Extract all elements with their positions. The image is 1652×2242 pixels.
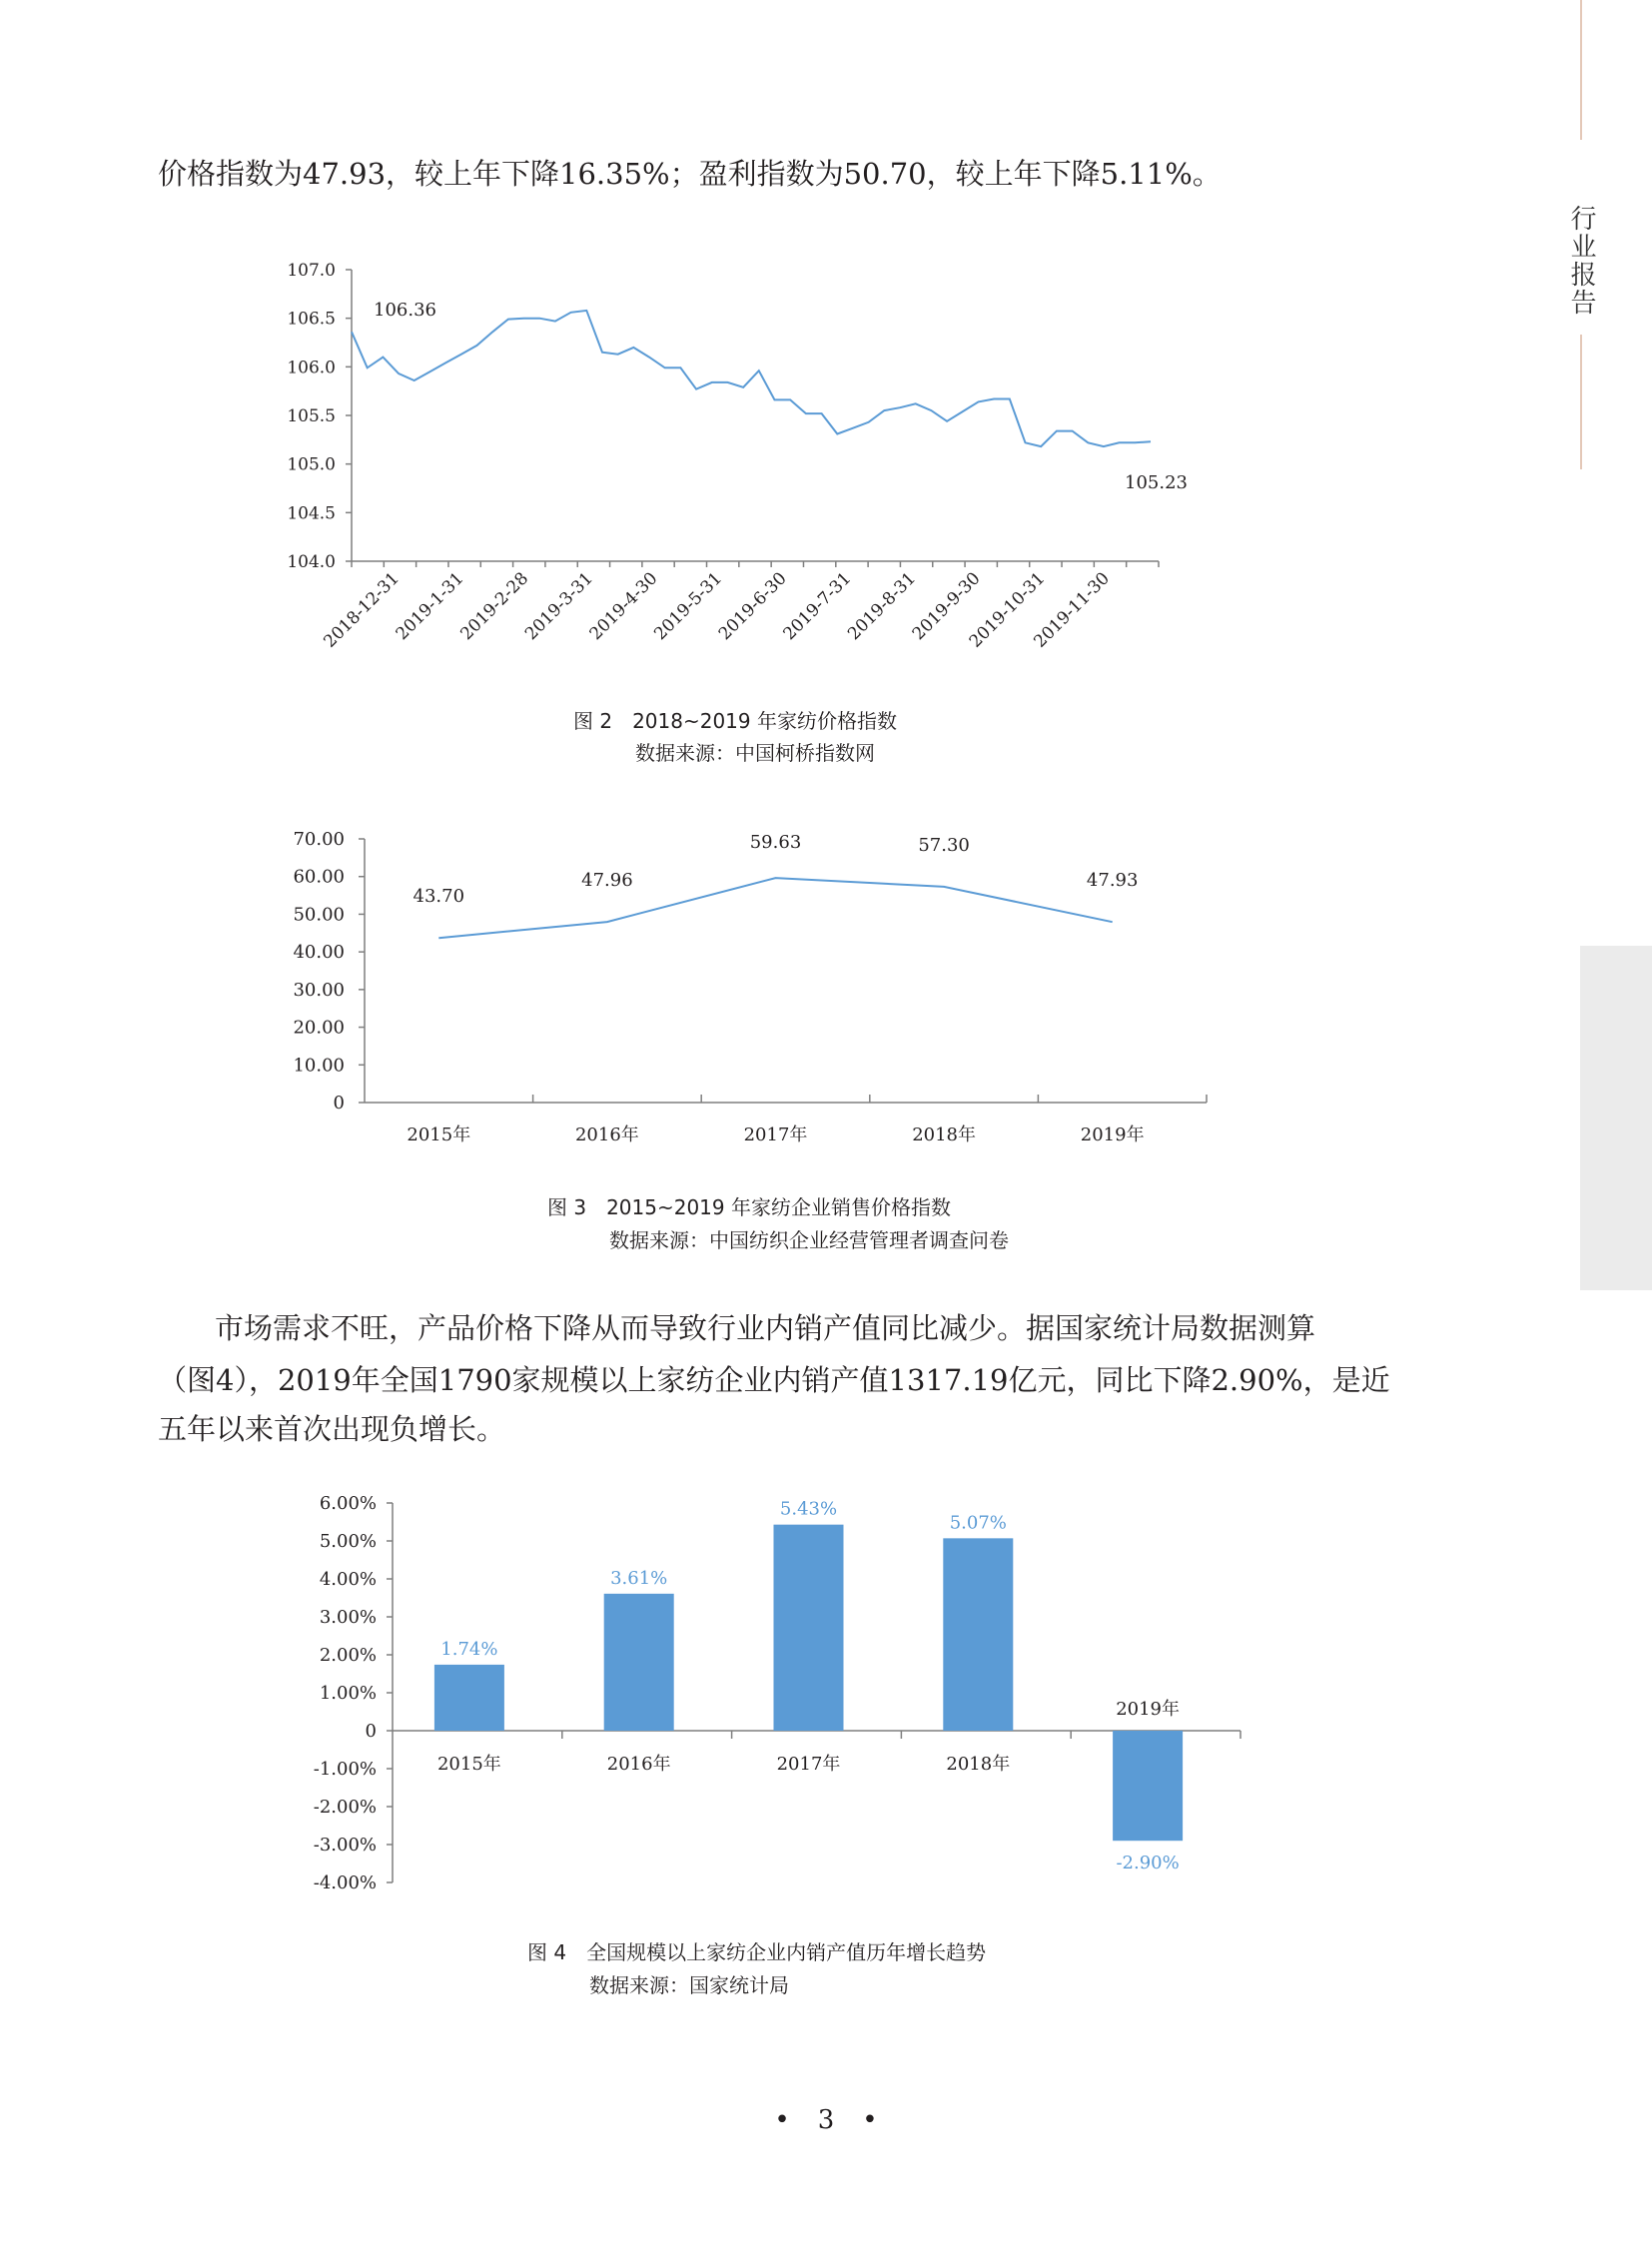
chart1-x-tick-label: 2019-7-31 [779, 568, 856, 645]
chart3-bar [943, 1538, 1013, 1731]
chart3-bar [604, 1594, 674, 1731]
chart3-y-tick-label: 2.00% [319, 1645, 377, 1666]
chart1-y-tick-label: 105.0 [287, 454, 336, 475]
chart3-data-label: 5.43% [779, 1498, 838, 1520]
chart3-y-tick-label: -3.00% [313, 1835, 377, 1856]
chart3-data-label: 5.07% [949, 1512, 1007, 1534]
chart2-data-label: 59.63 [749, 832, 802, 854]
chart3-data-label: 3.61% [610, 1567, 668, 1589]
chart2-y-tick-label: 40.00 [293, 942, 345, 964]
page-number-dot-right: • [862, 2105, 878, 2135]
chart3-y-tick-label: 0 [365, 1721, 377, 1742]
chart3-y-tick-label: -4.00% [313, 1872, 377, 1893]
chart3-y-tick-label: 6.00% [319, 1493, 377, 1514]
chart2-y-tick-label: 50.00 [293, 904, 345, 926]
chart3-x-tick-label: 2017年 [776, 1754, 841, 1775]
fig4-caption: 图 4 全国规模以上家纺企业内销产值历年增长趋势 [527, 1940, 987, 1964]
chart1-x-tick-label: 2019-10-31 [965, 568, 1050, 652]
chart3-bar [434, 1665, 504, 1731]
chart2-y-tick-label: 60.00 [293, 866, 345, 888]
chart1-y-tick-label: 104.0 [287, 552, 336, 572]
chart1-x-tick-label: 2019-3-31 [520, 568, 597, 645]
chart1-y-tick-label: 106.5 [287, 309, 336, 330]
chart2-y-tick-label: 20.00 [293, 1017, 345, 1039]
chart1-x-tick-label: 2019-4-30 [585, 568, 662, 645]
chart1-x-tick-label: 2019-5-31 [650, 568, 727, 645]
page-number-dot-left: • [774, 2105, 790, 2135]
page-number-value: 3 [817, 2105, 835, 2135]
chart2-series-line [438, 878, 1112, 938]
chart3-y-tick-label: -1.00% [313, 1759, 377, 1780]
chart3-y-tick-label: 3.00% [319, 1607, 377, 1628]
chart2-y-tick-label: 10.00 [293, 1055, 345, 1077]
chart2-data-label: 47.93 [1086, 870, 1139, 892]
chart3-x-tick-label: 2018年 [946, 1754, 1011, 1775]
chart1-label-first: 106.36 [374, 300, 436, 321]
chart1-y-tick-label: 107.0 [287, 261, 336, 281]
chart1-y-tick-label: 104.5 [287, 503, 336, 524]
chart2-y-tick-label: 30.00 [293, 979, 345, 1001]
chart1-x-tick-label: 2019-6-30 [714, 568, 791, 645]
chart1-y-tick-label: 106.0 [287, 358, 336, 378]
chart3-data-label: -2.90% [1116, 1853, 1180, 1874]
chart1-x-tick-label: 2019-9-30 [908, 568, 985, 645]
chart3-data-label: 1.74% [440, 1638, 498, 1660]
fig3-caption: 图 3 2015~2019 年家纺企业销售价格指数 [547, 1195, 951, 1219]
chart3-y-tick-label: 4.00% [319, 1569, 377, 1590]
chart1-x-tick-label: 2018-12-31 [320, 568, 404, 652]
paragraph-2-line-3: 五年以来首次出现负增长。 [158, 1412, 506, 1446]
chart2-x-tick-label: 2017年 [743, 1124, 808, 1145]
chart2-x-tick-label: 2019年 [1080, 1124, 1145, 1145]
chart2-y-tick-label: 70.00 [293, 829, 345, 850]
chart3-bar [1113, 1731, 1183, 1841]
chart3-x-tick-label: 2019年 [1116, 1699, 1181, 1720]
chart1-x-tick-label: 2019-1-31 [392, 568, 468, 645]
paragraph-1: 价格指数为47.93，较上年下降16.35%；盈利指数为50.70，较上年下降5.11%。 [158, 157, 1222, 191]
chart1-label-last: 105.23 [1125, 472, 1188, 493]
chart2-y-tick-label: 0 [333, 1093, 345, 1114]
chart1-y-tick-label: 105.5 [287, 406, 336, 426]
chart2-x-tick-label: 2018年 [912, 1124, 977, 1145]
chart1-x-tick-label: 2019-11-30 [1030, 568, 1114, 652]
paragraph-2-line-2: （图4），2019年全国1790家规模以上家纺企业内销产值1317.19亿元，同比下降2.90%，是近 [158, 1363, 1390, 1397]
section-label: 行业报告 [1566, 205, 1596, 317]
chart3-x-tick-label: 2015年 [436, 1754, 501, 1775]
page-number [0, 2105, 1652, 2135]
chart2-x-tick-label: 2016年 [574, 1124, 639, 1145]
fig2-caption: 图 2 2018~2019 年家纺价格指数 [573, 709, 897, 733]
chart1-x-tick-label: 2019-8-31 [844, 568, 920, 645]
chart3-x-tick-label: 2016年 [606, 1754, 671, 1775]
fig3-source: 数据来源：中国纺织企业经营管理者调查问卷 [609, 1228, 1009, 1252]
chart3-y-tick-label: 5.00% [319, 1531, 377, 1552]
chart3-y-tick-label: -2.00% [313, 1797, 377, 1818]
paragraph-2-line-1: 市场需求不旺，产品价格下降从而导致行业内销产值同比减少。据国家统计局数据测算 [215, 1311, 1316, 1345]
chart1-series-line [352, 311, 1151, 446]
chart2-x-tick-label: 2015年 [407, 1124, 471, 1145]
fig2-source: 数据来源：中国柯桥指数网 [635, 741, 875, 765]
chart2-data-label: 43.70 [413, 886, 465, 908]
chart3-bar [774, 1525, 844, 1731]
chart1-x-tick-label: 2019-2-28 [456, 568, 533, 645]
chart2-data-label: 57.30 [918, 834, 970, 856]
fig4-source: 数据来源：国家统计局 [589, 1973, 789, 1997]
chart3-y-tick-label: 1.00% [319, 1683, 377, 1704]
chart2-data-label: 47.96 [581, 870, 633, 892]
